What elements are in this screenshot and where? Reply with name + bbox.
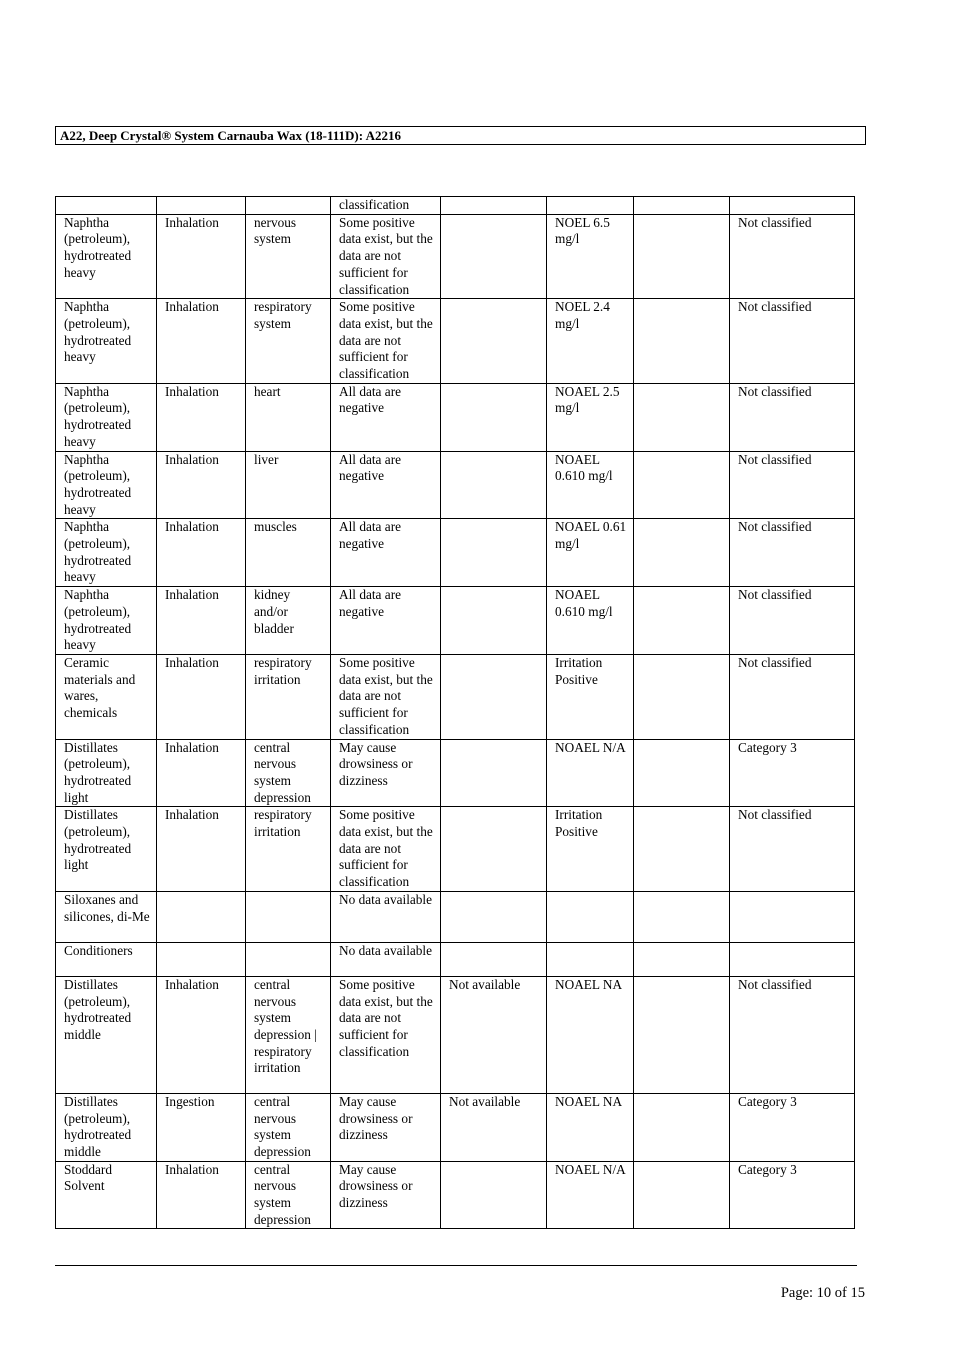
cell-organ: respiratory irritation bbox=[246, 807, 331, 892]
cell-organ: central nervous system depression | respiratory irritation bbox=[246, 976, 331, 1093]
cell-classification: Category 3 bbox=[730, 1161, 855, 1229]
cell-duration bbox=[634, 299, 730, 384]
cell-value: Some positive data exist, but the data are not sufficient for classification bbox=[331, 807, 441, 892]
cell-species bbox=[441, 891, 547, 942]
cell-result: NOAEL N/A bbox=[547, 1161, 634, 1229]
cell-classification: Not classified bbox=[730, 383, 855, 451]
cell-route bbox=[157, 891, 246, 942]
cell-species bbox=[441, 197, 547, 215]
cell-name: Naphtha (petroleum), hydrotreated heavy bbox=[56, 214, 157, 299]
cell-classification bbox=[730, 197, 855, 215]
cell-result: NOAEL 0.61 mg/l bbox=[547, 519, 634, 587]
cell-name: Distillates (petroleum), hydrotreated middle bbox=[56, 976, 157, 1093]
cell-duration bbox=[634, 587, 730, 655]
cell-value: classification bbox=[331, 197, 441, 215]
cell-value: No data available bbox=[331, 942, 441, 976]
table-row bbox=[56, 519, 855, 587]
cell-route: Inhalation bbox=[157, 519, 246, 587]
cell-name bbox=[56, 197, 157, 215]
cell-organ: muscles bbox=[246, 519, 331, 587]
table-row bbox=[56, 807, 855, 892]
cell-duration bbox=[634, 976, 730, 1093]
cell-classification: Category 3 bbox=[730, 1093, 855, 1161]
cell-name: Distillates (petroleum), hydrotreated middle bbox=[56, 1093, 157, 1161]
cell-species: Not available bbox=[441, 1093, 547, 1161]
cell-duration bbox=[634, 214, 730, 299]
footer-divider bbox=[55, 1265, 857, 1266]
cell-organ bbox=[246, 891, 331, 942]
document-header bbox=[55, 126, 866, 145]
cell-duration bbox=[634, 383, 730, 451]
cell-duration bbox=[634, 891, 730, 942]
cell-result: NOAEL NA bbox=[547, 1093, 634, 1161]
cell-name: Distillates (petroleum), hydrotreated light bbox=[56, 739, 157, 807]
cell-duration bbox=[634, 942, 730, 976]
table-row bbox=[56, 1093, 855, 1161]
cell-result bbox=[547, 891, 634, 942]
table-row bbox=[56, 942, 855, 976]
cell-route: Inhalation bbox=[157, 383, 246, 451]
table-row bbox=[56, 739, 855, 807]
cell-organ bbox=[246, 197, 331, 215]
cell-result: Irritation Positive bbox=[547, 807, 634, 892]
table-row bbox=[56, 1161, 855, 1229]
table-row bbox=[56, 197, 855, 215]
cell-route: Inhalation bbox=[157, 1161, 246, 1229]
table-row bbox=[56, 451, 855, 519]
cell-value: Some positive data exist, but the data are not sufficient for classification bbox=[331, 976, 441, 1093]
cell-duration bbox=[634, 807, 730, 892]
cell-organ: central nervous system depression bbox=[246, 1093, 331, 1161]
cell-result bbox=[547, 197, 634, 215]
cell-duration bbox=[634, 1093, 730, 1161]
page-number: Page: 10 of 15 bbox=[780, 1285, 865, 1301]
cell-organ: kidney and/or bladder bbox=[246, 587, 331, 655]
table-row bbox=[56, 976, 855, 1093]
cell-value: All data are negative bbox=[331, 519, 441, 587]
cell-species bbox=[441, 587, 547, 655]
cell-name: Siloxanes and silicones, di-Me bbox=[56, 891, 157, 942]
cell-species bbox=[441, 807, 547, 892]
cell-classification: Not classified bbox=[730, 299, 855, 384]
cell-duration bbox=[634, 451, 730, 519]
cell-value: Some positive data exist, but the data are not sufficient for classification bbox=[331, 299, 441, 384]
document-title: A22, Deep Crystal® System Carnauba Wax (18-111D): A2216 bbox=[60, 128, 401, 143]
cell-route: Inhalation bbox=[157, 587, 246, 655]
cell-result: NOAEL 0.610 mg/l bbox=[547, 451, 634, 519]
cell-name: Naphtha (petroleum), hydrotreated heavy bbox=[56, 451, 157, 519]
cell-name: Conditioners bbox=[56, 942, 157, 976]
cell-classification: Not classified bbox=[730, 519, 855, 587]
cell-result: NOAEL 2.5 mg/l bbox=[547, 383, 634, 451]
cell-route: Inhalation bbox=[157, 214, 246, 299]
cell-organ: nervous system bbox=[246, 214, 331, 299]
cell-organ: liver bbox=[246, 451, 331, 519]
table-row bbox=[56, 891, 855, 942]
cell-value: Some positive data exist, but the data are not sufficient for classification bbox=[331, 654, 441, 739]
cell-duration bbox=[634, 654, 730, 739]
cell-classification bbox=[730, 891, 855, 942]
cell-species bbox=[441, 214, 547, 299]
cell-organ: heart bbox=[246, 383, 331, 451]
cell-classification: Not classified bbox=[730, 976, 855, 1093]
cell-duration bbox=[634, 739, 730, 807]
cell-species bbox=[441, 1161, 547, 1229]
cell-organ: central nervous system depression bbox=[246, 1161, 331, 1229]
cell-name: Naphtha (petroleum), hydrotreated heavy bbox=[56, 587, 157, 655]
cell-value: May cause drowsiness or dizziness bbox=[331, 739, 441, 807]
cell-organ bbox=[246, 942, 331, 976]
cell-species bbox=[441, 299, 547, 384]
cell-classification bbox=[730, 942, 855, 976]
cell-classification: Not classified bbox=[730, 451, 855, 519]
table-row bbox=[56, 299, 855, 384]
cell-name: Naphtha (petroleum), hydrotreated heavy bbox=[56, 519, 157, 587]
table-body bbox=[56, 197, 855, 1229]
cell-route: Inhalation bbox=[157, 807, 246, 892]
cell-value: No data available bbox=[331, 891, 441, 942]
cell-classification: Not classified bbox=[730, 587, 855, 655]
toxicity-table bbox=[55, 196, 855, 1229]
cell-name: Ceramic materials and wares, chemicals bbox=[56, 654, 157, 739]
cell-result: NOAEL NA bbox=[547, 976, 634, 1093]
cell-value: Some positive data exist, but the data are not sufficient for classification bbox=[331, 214, 441, 299]
table-row bbox=[56, 587, 855, 655]
cell-species bbox=[441, 383, 547, 451]
cell-route: Inhalation bbox=[157, 654, 246, 739]
cell-name: Naphtha (petroleum), hydrotreated heavy bbox=[56, 383, 157, 451]
cell-species bbox=[441, 451, 547, 519]
cell-duration bbox=[634, 197, 730, 215]
cell-route: Inhalation bbox=[157, 299, 246, 384]
cell-route: Inhalation bbox=[157, 451, 246, 519]
cell-value: May cause drowsiness or dizziness bbox=[331, 1093, 441, 1161]
cell-name: Stoddard Solvent bbox=[56, 1161, 157, 1229]
cell-route: Ingestion bbox=[157, 1093, 246, 1161]
cell-organ: respiratory system bbox=[246, 299, 331, 384]
table-row bbox=[56, 383, 855, 451]
cell-route: Inhalation bbox=[157, 976, 246, 1093]
cell-value: All data are negative bbox=[331, 451, 441, 519]
cell-value: All data are negative bbox=[331, 383, 441, 451]
cell-result: NOAEL 0.610 mg/l bbox=[547, 587, 634, 655]
cell-species bbox=[441, 654, 547, 739]
cell-species bbox=[441, 519, 547, 587]
cell-classification: Not classified bbox=[730, 807, 855, 892]
cell-value: All data are negative bbox=[331, 587, 441, 655]
table-row bbox=[56, 654, 855, 739]
cell-name: Distillates (petroleum), hydrotreated light bbox=[56, 807, 157, 892]
cell-result: NOAEL N/A bbox=[547, 739, 634, 807]
cell-route: Inhalation bbox=[157, 739, 246, 807]
cell-classification: Not classified bbox=[730, 214, 855, 299]
cell-organ: respiratory irritation bbox=[246, 654, 331, 739]
cell-route bbox=[157, 942, 246, 976]
cell-classification: Category 3 bbox=[730, 739, 855, 807]
cell-duration bbox=[634, 1161, 730, 1229]
cell-species: Not available bbox=[441, 976, 547, 1093]
cell-result: Irritation Positive bbox=[547, 654, 634, 739]
cell-result bbox=[547, 942, 634, 976]
cell-duration bbox=[634, 519, 730, 587]
cell-name: Naphtha (petroleum), hydrotreated heavy bbox=[56, 299, 157, 384]
cell-value: May cause drowsiness or dizziness bbox=[331, 1161, 441, 1229]
cell-route bbox=[157, 197, 246, 215]
cell-result: NOEL 6.5 mg/l bbox=[547, 214, 634, 299]
cell-classification: Not classified bbox=[730, 654, 855, 739]
cell-organ: central nervous system depression bbox=[246, 739, 331, 807]
cell-species bbox=[441, 739, 547, 807]
cell-species bbox=[441, 942, 547, 976]
table-row bbox=[56, 214, 855, 299]
cell-result: NOEL 2.4 mg/l bbox=[547, 299, 634, 384]
